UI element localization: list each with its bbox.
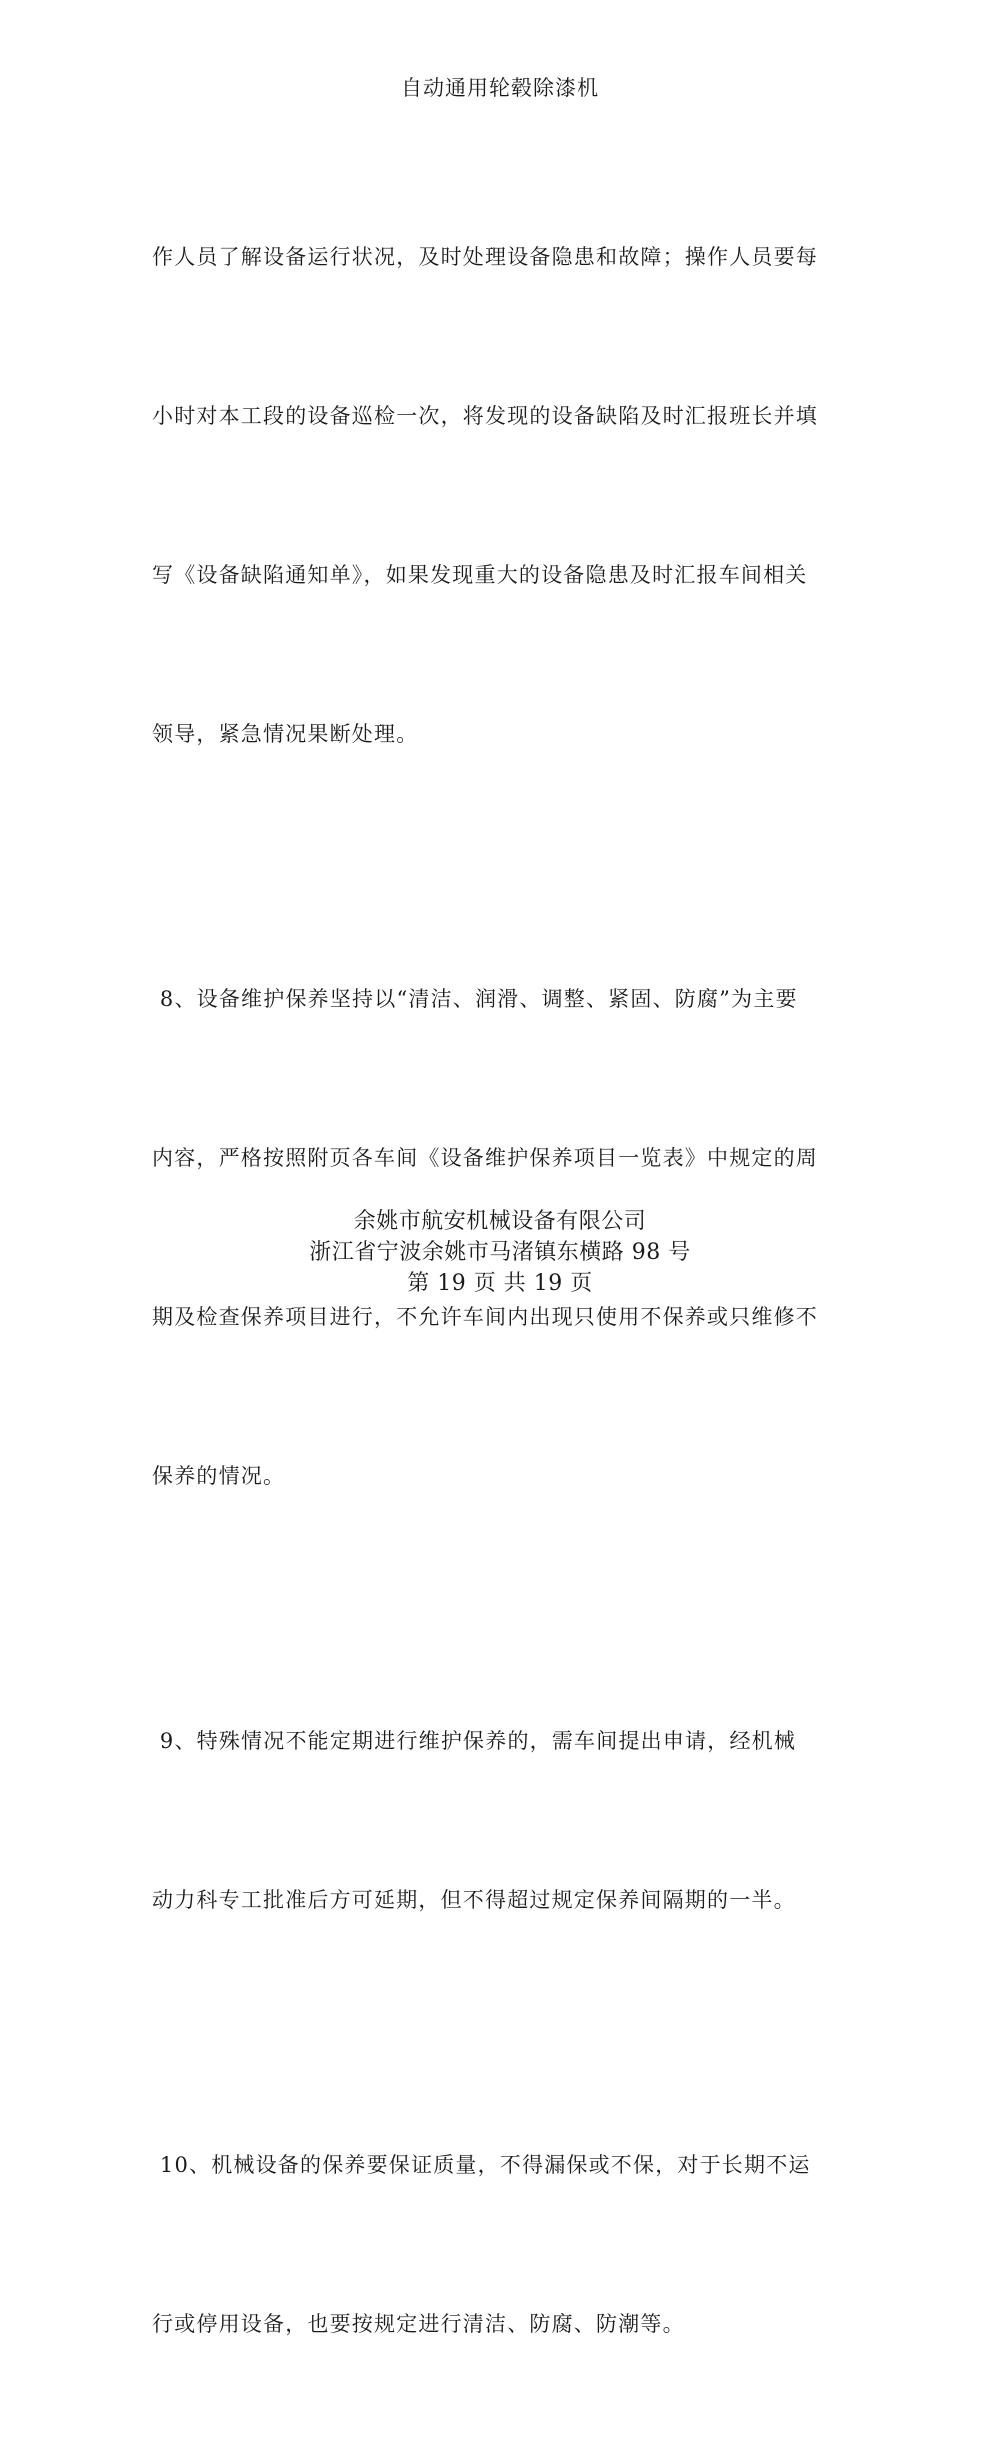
text-line: 行或停用设备，也要按规定进行清洁、防腐、防潮等。	[152, 2312, 685, 2336]
text-line: 10、机械设备的保养要保证质量，不得漏保或不保，对于长期不运	[152, 2153, 811, 2177]
page-footer	[0, 1206, 1000, 1299]
footer-page-number: 第 19 页 共 19 页	[407, 1271, 593, 1296]
text-line: 作人员了解设备运行状况，及时处理设备隐患和故障；操作人员要每	[152, 245, 818, 269]
page-header-title: 自动通用轮毂除漆机	[401, 76, 599, 100]
text-line: 领导，紧急情况果断处理。	[152, 722, 419, 746]
text-line: 保养的情况。	[152, 1464, 286, 1488]
paragraph-item-10	[152, 2033, 850, 2457]
text-line: 8、设备维护保养坚持以“清洁、润滑、调整、紧固、防腐”为主要	[152, 987, 798, 1011]
paragraph-continuation	[152, 125, 850, 867]
footer-address: 浙江省宁波余姚市马渚镇东横路 98 号	[309, 1240, 691, 1265]
paragraph-item-9	[152, 1609, 850, 2033]
text-line: 期及检查保养项目进行，不允许车间内出现只使用不保养或只维修不	[152, 1305, 818, 1329]
text-line: 动力科专工批准后方可延期，但不得超过规定保养间隔期的一半。	[152, 1888, 796, 1912]
text-line: 小时对本工段的设备巡检一次，将发现的设备缺陷及时汇报班长并填	[152, 404, 818, 428]
text-line: 内容，严格按照附页各车间《设备维护保养项目一览表》中规定的周	[152, 1146, 818, 1170]
footer-company: 余姚市航安机械设备有限公司	[353, 1209, 647, 1234]
text-line: 9、特殊情况不能定期进行维护保养的，需车间提出申请，经机械	[152, 1729, 797, 1753]
text-line: 写《设备缺陷通知单》，如果发现重大的设备隐患及时汇报车间相关	[152, 563, 808, 587]
